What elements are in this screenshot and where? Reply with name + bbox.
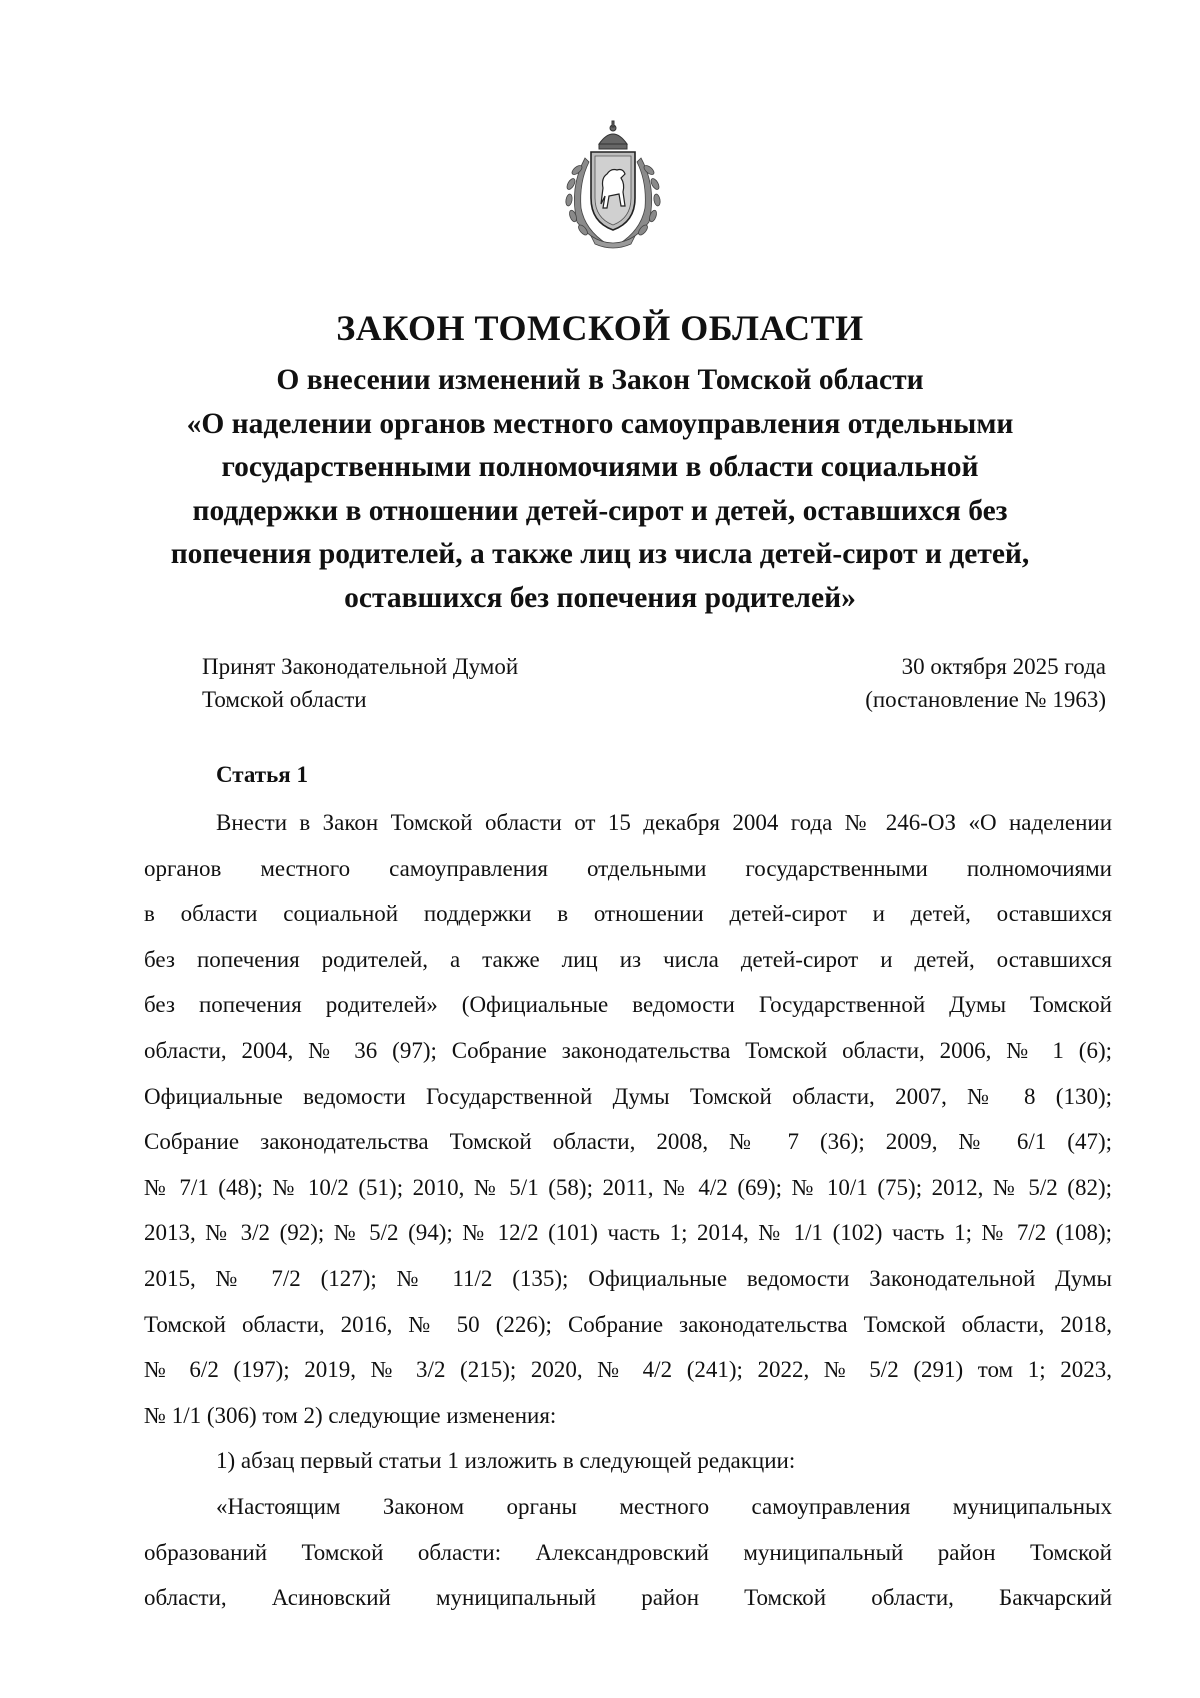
adoption-line: Томской области (202, 687, 367, 712)
paragraph-line: № 6/2 (197); 2019, № 3/2 (215); 2020, № 4/2 (241); 2022, № 5/2 (291) том 1; 2023, (144, 1357, 1112, 1383)
adoption-date (700, 650, 1106, 716)
article-body (144, 800, 1112, 1621)
paragraph-line: органов местного самоуправления отдельными государственными полномочиями (144, 855, 1112, 881)
paragraph-line: без попечения родителей» (Официальные ведомости Государственной Думы Томской (144, 992, 1112, 1018)
subtitle-line: попечения родителей, а также лиц из числа детей-сирот и детей, (170, 538, 1030, 570)
law-title: ЗАКОН ТОМСКОЙ ОБЛАСТИ (336, 308, 864, 348)
adoption-line: Принят Законодательной Думой (202, 654, 519, 679)
resolution-number: (постановление № 1963) (865, 687, 1106, 712)
coat-of-arms-emblem (555, 118, 671, 252)
subtitle-line: поддержки в отношении детей-сирот и детей, оставшихся без (192, 494, 1008, 527)
paragraph-line: Официальные ведомости Государственной Думы Томской области, 2007, № 8 (130); (144, 1083, 1112, 1109)
paragraph-line: в области социальной поддержки в отношении детей-сирот и детей, оставшихся (144, 901, 1112, 927)
paragraph-line: 2013, № 3/2 (92); № 5/2 (94); № 12/2 (101) часть 1; 2014, № 1/1 (102) часть 1; № 7/2 (108); (144, 1220, 1112, 1246)
list-item-line: 1) абзац первый статьи 1 изложить в следующей редакции: (216, 1448, 796, 1474)
paragraph-line: без попечения родителей, а также лиц из числа детей-сирот и детей, оставшихся (144, 946, 1112, 972)
paragraph-line: 2015, № 7/2 (127); № 11/2 (135); Официальные ведомости Законодательной Думы (144, 1265, 1112, 1291)
paragraph-line: области, 2004, № 36 (97); Собрание законодательства Томской области, 2006, № 1 (6); (144, 1037, 1112, 1063)
quote-line: области, Асиновский муниципальный район Томской области, Бакчарский (144, 1585, 1112, 1611)
quote-line: «Настоящим Законом органы местного самоуправления муниципальных (216, 1493, 1112, 1519)
article-heading: Статья 1 (216, 762, 308, 787)
quote-line: образований Томской области: Александровский муниципальный район Томской (144, 1539, 1112, 1565)
paragraph-line: Собрание законодательства Томской области, 2008, № 7 (36); 2009, № 6/1 (47); (144, 1129, 1112, 1155)
paragraph-line: № 1/1 (306) том 2) следующие изменения: (144, 1402, 557, 1428)
adoption-date-line: 30 октября 2025 года (901, 654, 1106, 679)
subtitle-line: О внесении изменений в Закон Томской области (276, 364, 924, 396)
paragraph-line: № 7/1 (48); № 10/2 (51); 2010, № 5/1 (58); 2011, № 4/2 (69); № 10/1 (75); 2012, № 5/2 (82); (144, 1174, 1112, 1200)
law-subtitle (140, 359, 1060, 620)
paragraph-line: Внести в Закон Томской области от 15 декабря 2004 года № 246-ОЗ «О наделении (216, 810, 1112, 835)
coat-of-arms-icon (555, 118, 671, 252)
adoption-body (202, 650, 682, 716)
subtitle-line: «О наделении органов местного самоуправления отдельными (186, 407, 1014, 440)
paragraph-line: Томской области, 2016, № 50 (226); Собрание законодательства Томской области, 2018, (144, 1311, 1112, 1337)
subtitle-line: государственными полномочиями в области социальной (221, 451, 979, 483)
subtitle-line: оставшихся без попечения родителей» (344, 581, 856, 614)
